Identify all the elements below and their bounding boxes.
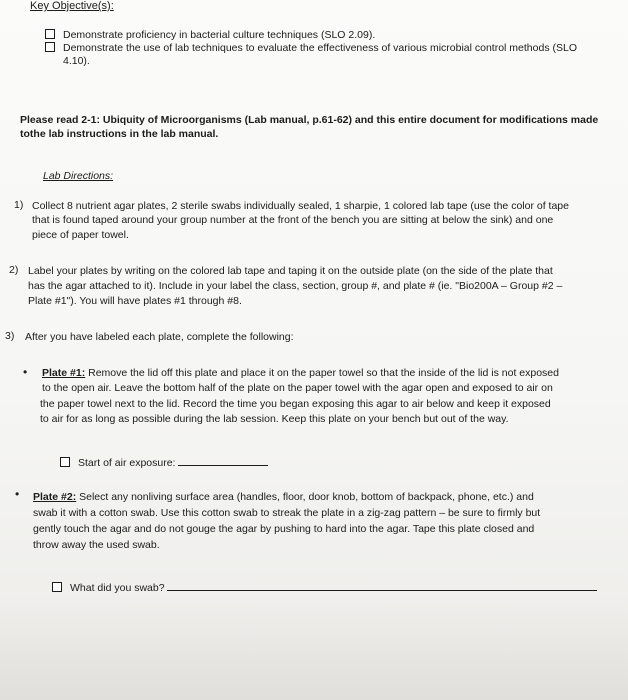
step-number: 2) bbox=[9, 264, 19, 276]
swab-field[interactable] bbox=[52, 581, 597, 596]
swab-blank[interactable] bbox=[167, 589, 597, 591]
plate1-line: to air for as long as possible during the lab session. Keep this plate on your bench but out of the way. bbox=[40, 413, 509, 425]
objective-item-continuation: 4.10). bbox=[63, 55, 90, 67]
checkbox-icon[interactable] bbox=[45, 29, 55, 39]
bullet-icon: • bbox=[15, 487, 20, 501]
plate1-line: the paper towel next to the lid. Record the time you began exposing this agar to air below and keep it exposed bbox=[40, 398, 551, 410]
key-objectives-heading: Key Objective(s): bbox=[30, 0, 114, 12]
plate2-label: Plate #2: bbox=[33, 491, 77, 503]
step-line: that is found taped around your group number at the front of the bench you are sitting at below the sink) and one bbox=[32, 214, 554, 226]
page-shadow bbox=[0, 600, 628, 700]
plate1-line: Plate #1: Remove the lid off this plate and place it on the paper towel so that the inside of the lid is not exposed bbox=[42, 367, 559, 379]
air-exposure-field[interactable] bbox=[60, 456, 268, 471]
checkbox-icon[interactable] bbox=[60, 457, 70, 467]
step-number: 3) bbox=[5, 330, 15, 342]
swab-label: What did you swab? bbox=[70, 582, 165, 594]
air-exposure-label: Start of air exposure: bbox=[78, 457, 176, 469]
read-note-line: Please read 2-1: Ubiquity of Microorganisms (Lab manual, p.61-62) and this entire document for modifications made bbox=[20, 114, 599, 126]
step-number: 1) bbox=[14, 199, 24, 211]
step-line: has the agar attached to it). Include in your label the class, section, group #, and plate # (ie. "Bio200A – Group #2 – bbox=[28, 280, 563, 292]
step-line: After you have labeled each plate, complete the following: bbox=[25, 331, 294, 343]
plate2-line: gently touch the agar and do not gouge the agar by pushing to hard into the agar. Tape this plate closed and bbox=[33, 523, 535, 535]
plate1-label: Plate #1: bbox=[42, 367, 86, 379]
step-line: Plate #1"). You will have plates #1 through #8. bbox=[28, 295, 242, 307]
step-line: piece of paper towel. bbox=[32, 229, 129, 241]
plate2-line: throw away the used swab. bbox=[33, 539, 160, 551]
objective-item: Demonstrate the use of lab techniques to evaluate the effectiveness of various microbial control methods (SLO bbox=[45, 42, 577, 55]
lab-directions-heading: Lab Directions: bbox=[43, 170, 114, 182]
air-exposure-blank[interactable] bbox=[178, 464, 268, 466]
bullet-icon: • bbox=[23, 365, 28, 379]
plate2-line: Plate #2: Select any nonliving surface area (handles, floor, door knob, bottom of backpack, phone, etc.) and bbox=[33, 491, 534, 503]
checkbox-icon[interactable] bbox=[52, 582, 62, 592]
step-line: Collect 8 nutrient agar plates, 2 sterile swabs individually sealed, 1 sharpie, 1 colored lab tape (use the color of tape bbox=[32, 200, 569, 212]
objective-item: Demonstrate proficiency in bacterial culture techniques (SLO 2.09). bbox=[45, 29, 375, 42]
plate2-line: swab it with a cotton swab. Use this cotton swab to streak the plate in a zig-zag pattern – be sure to firmly but bbox=[33, 507, 541, 519]
checkbox-icon[interactable] bbox=[45, 42, 55, 52]
plate1-line: to the open air. Leave the bottom half of the plate on the paper towel with the agar open and exposed to air on bbox=[42, 382, 553, 394]
step-line: Label your plates by writing on the colored lab tape and taping it on the outside plate (on the side of the plate that bbox=[28, 265, 553, 277]
read-note-line: tothe lab instructions in the lab manual. bbox=[20, 128, 219, 140]
